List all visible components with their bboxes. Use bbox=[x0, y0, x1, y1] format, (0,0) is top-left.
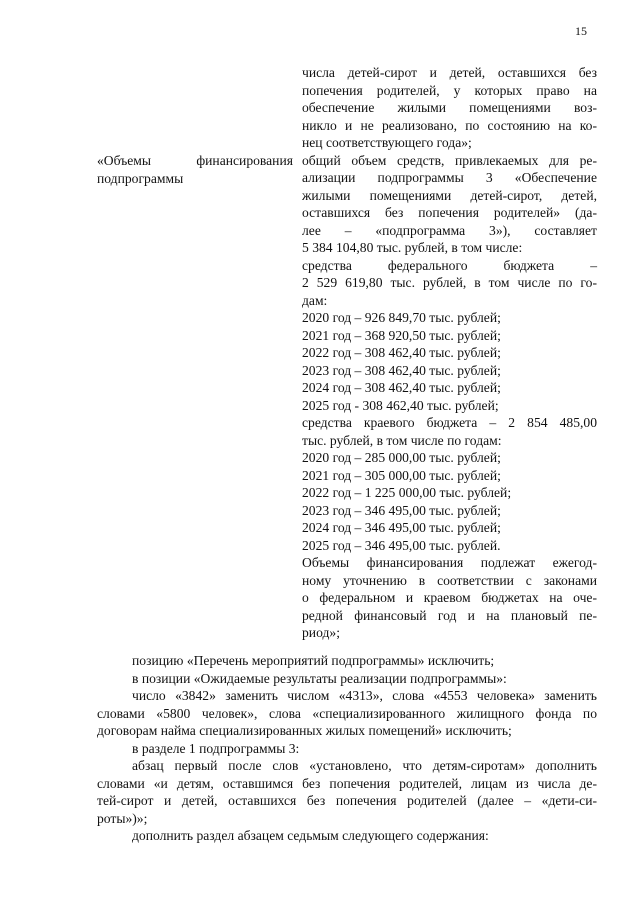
right-cell-line: 2 529 619,80 тыс. рублей, в том числе по го- bbox=[302, 275, 597, 290]
right-cell-line: Объемы финансирования подлежат ежегод- bbox=[302, 555, 597, 570]
right-cell-line: жилыми помещениями детей-сирот, детей, bbox=[302, 187, 597, 203]
paragraph-line: договорам найма специализированных жилых помещений» исключить; bbox=[97, 723, 512, 738]
right-cell-line: ному уточнению в соответствии с законами bbox=[302, 572, 597, 588]
paragraph-line: в разделе 1 подпрограммы 3: bbox=[132, 740, 300, 756]
paragraph-line: абзац первый после слов «установлено, что детям-сиротам» дополнить bbox=[132, 758, 597, 773]
right-cell-line: 2023 год – 308 462,40 тыс. рублей; bbox=[302, 362, 501, 378]
right-cell-line: оставшихся без попечения родителей» (да- bbox=[302, 205, 597, 220]
right-cell-line: 2023 год – 346 495,00 тыс. рублей; bbox=[302, 502, 501, 518]
right-cell-line: лее – «подпрограмма 3»), составляет bbox=[302, 222, 597, 238]
right-cell-line: числа детей-сирот и детей, оставшихся без bbox=[302, 65, 597, 80]
right-cell-line: никло и не реализовано, по состоянию на ко- bbox=[302, 117, 597, 133]
right-cell-line: 5 384 104,80 тыс. рублей, в том числе: bbox=[302, 240, 523, 255]
page-number: 15 bbox=[575, 24, 587, 38]
right-cell-line: 2025 год - 308 462,40 тыс. рублей; bbox=[302, 397, 499, 413]
right-cell-line: 2020 год – 285 000,00 тыс. рублей; bbox=[302, 450, 501, 465]
table-right-cell bbox=[302, 64, 597, 642]
right-cell-line: 2022 год – 308 462,40 тыс. рублей; bbox=[302, 345, 501, 360]
paragraph-line: роты»)»; bbox=[97, 810, 148, 826]
right-cell-line: ализации подпрограммы 3 «Обеспечение bbox=[302, 170, 597, 185]
right-cell-line: 2021 год – 368 920,50 тыс. рублей; bbox=[302, 327, 501, 343]
paragraph-line: в позиции «Ожидаемые результаты реализации подпрограммы»: bbox=[132, 670, 507, 686]
body-text bbox=[97, 652, 597, 845]
right-cell-line: обеспечение жилыми помещениями воз- bbox=[302, 100, 597, 115]
right-cell-line: 2021 год – 305 000,00 тыс. рублей; bbox=[302, 467, 501, 483]
right-cell-line: 2025 год – 346 495,00 тыс. рублей. bbox=[302, 537, 501, 553]
right-cell-line: общий объем средств, привлекаемых для ре- bbox=[302, 152, 597, 168]
right-cell-line: 2024 год – 346 495,00 тыс. рублей; bbox=[302, 520, 501, 535]
table-left-cell-label: «Объемы финансирования подпрограммы bbox=[97, 153, 293, 186]
paragraph-line: дополнить раздел абзацем седьмым следующего содержания: bbox=[132, 828, 489, 843]
right-cell-line: средства федерального бюджета – bbox=[302, 257, 597, 273]
paragraph-line: число «3842» заменить числом «4313», слова «4553 человека» заменить bbox=[132, 688, 597, 703]
right-cell-line: о федеральном и краевом бюджетах на оче- bbox=[302, 590, 597, 605]
paragraph-line: позицию «Перечень мероприятий подпрограммы» исключить; bbox=[132, 653, 495, 668]
right-cell-line: 2020 год – 926 849,70 тыс. рублей; bbox=[302, 310, 501, 325]
paragraph-line: тей-сирот и детей, оставшихся без попечения родителей (далее – «дети-си- bbox=[97, 793, 597, 808]
right-cell-line: средства краевого бюджета – 2 854 485,00 bbox=[302, 415, 597, 430]
right-cell-line: 2022 год – 1 225 000,00 тыс. рублей; bbox=[302, 485, 512, 500]
right-cell-line: нец соответствующего года»; bbox=[302, 135, 472, 150]
right-cell-line: попечения родителей, у которых право на bbox=[302, 82, 597, 98]
right-cell-line: 2024 год – 308 462,40 тыс. рублей; bbox=[302, 380, 501, 395]
right-cell-line: риод»; bbox=[302, 625, 340, 640]
paragraph-line: словами «и детям, оставшимся без попечения родителей, лицам из числа де- bbox=[97, 775, 597, 791]
right-cell-line: дам: bbox=[302, 292, 328, 308]
right-cell-line: редной финансовый год и на плановый пе- bbox=[302, 607, 597, 623]
paragraph-line: словами «5800 человек», слова «специализированного жилищного фонда по bbox=[97, 705, 597, 721]
right-cell-line: тыс. рублей, в том числе по годам: bbox=[302, 432, 502, 448]
